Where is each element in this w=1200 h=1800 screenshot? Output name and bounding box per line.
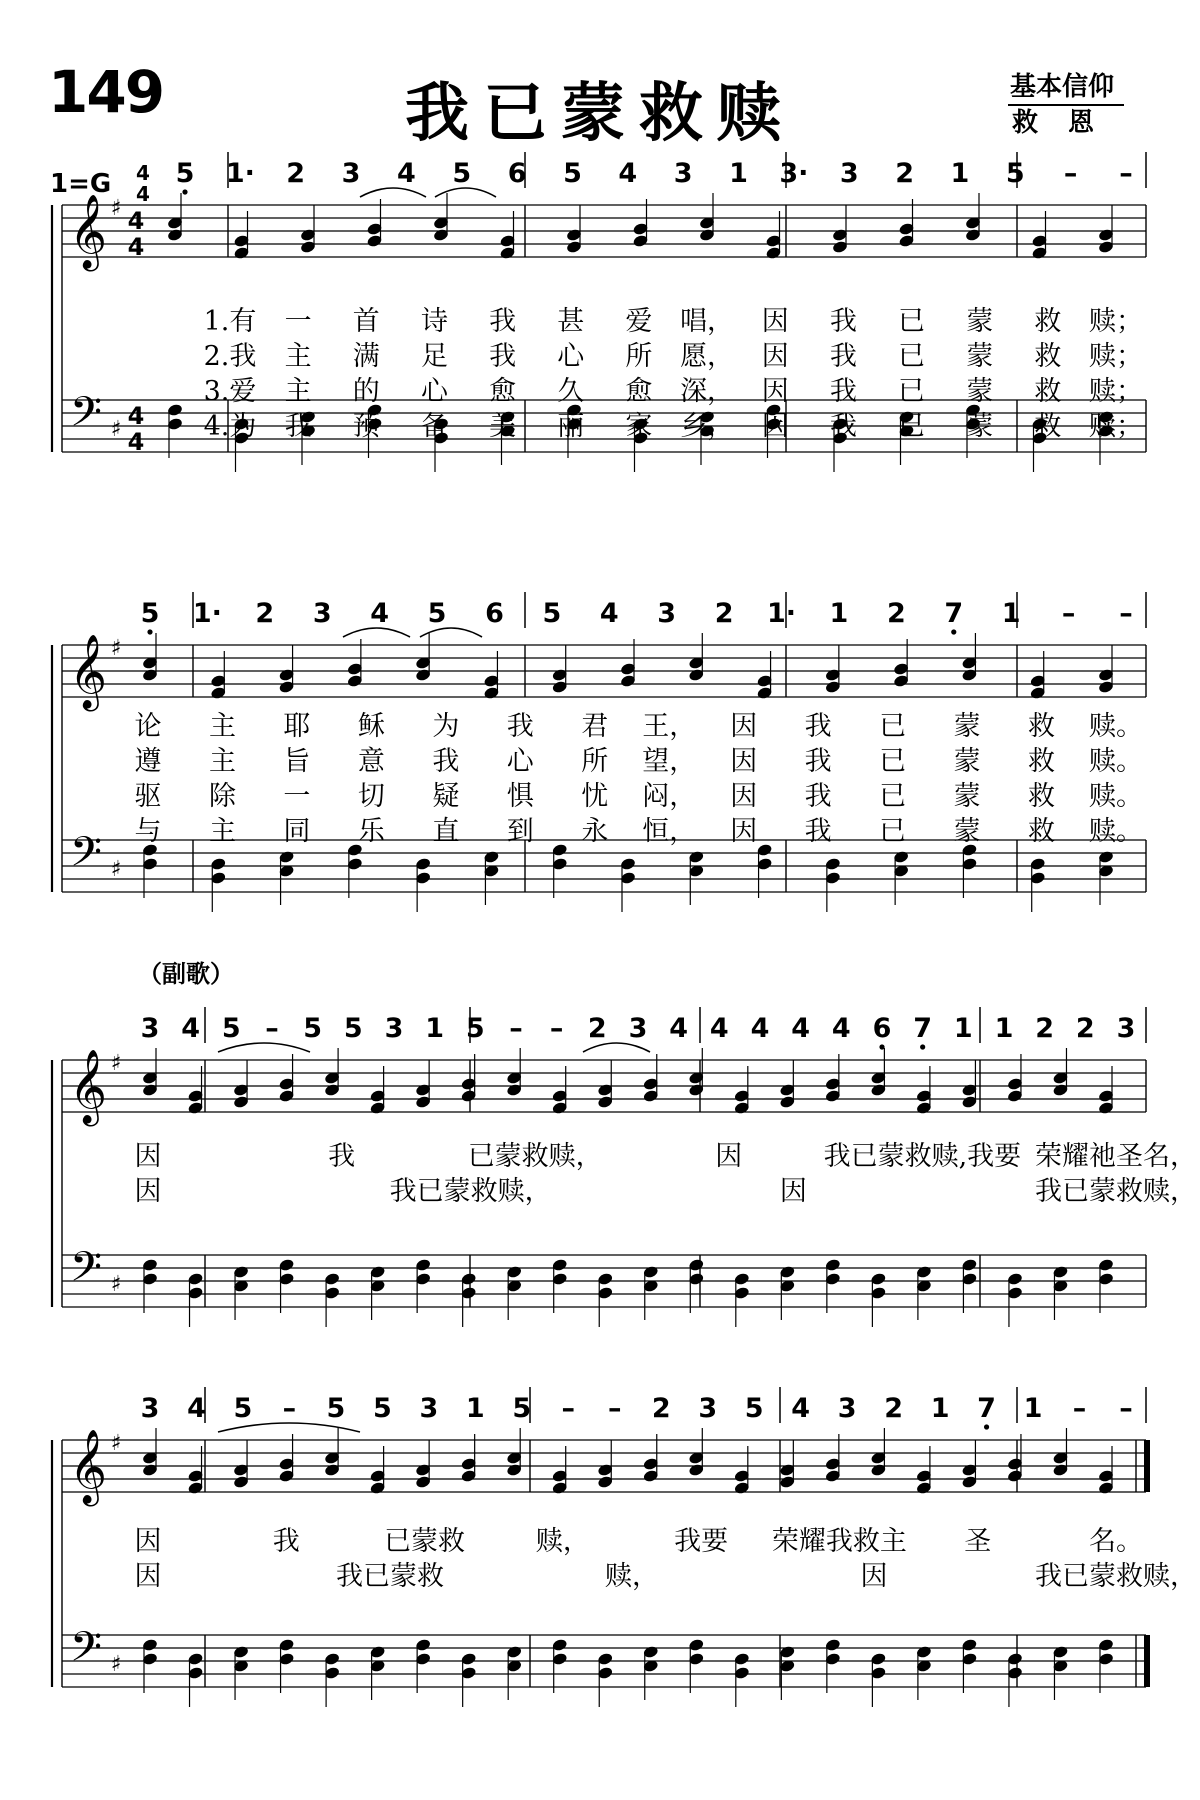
key-sharp-icon: ♯ [110, 857, 122, 882]
jianpu-note: 3 [673, 158, 693, 189]
lyric-syllable: 愈 [625, 376, 653, 407]
lyric-syllable: 忧 [581, 781, 609, 812]
key-sharp-icon: ♯ [110, 1272, 122, 1297]
lyric-syllable: 1.有 [203, 306, 257, 337]
jianpu-note: 1· [767, 598, 797, 629]
lyric-syllable: 直 [432, 816, 460, 847]
jianpu-note: 5 [343, 1013, 363, 1044]
lyric-syllable: 备 [420, 411, 448, 442]
lyric-syllable: 已 [879, 781, 907, 812]
jianpu-note: 5 [372, 1393, 392, 1424]
staff-time-lower: 4 [127, 233, 145, 261]
lyric-syllable: 救 [1028, 711, 1056, 742]
slur [343, 628, 410, 637]
key-sharp-icon: ♯ [110, 1431, 122, 1456]
lyric-syllable: 已 [879, 816, 907, 847]
lyric-syllable: 首 [352, 306, 380, 337]
lyric-syllable: 救 [1028, 781, 1056, 812]
lyric-syllable: 我 [506, 711, 534, 742]
category-sub: 救恩 [1012, 108, 1125, 138]
jianpu-note: 5 [140, 598, 160, 629]
jianpu-note: 3 [140, 1393, 160, 1424]
jianpu-note: 6 [507, 158, 527, 189]
lyric-syllable: 已 [898, 306, 926, 337]
lyric-syllable: 我 [829, 376, 857, 407]
jianpu-note: 4 [397, 158, 416, 189]
lyric-syllable: 因 [730, 816, 758, 847]
chorus-label: （副歌） [138, 959, 234, 988]
lyric-syllable: 救 [1034, 341, 1062, 372]
lyric-syllable: 我 [804, 781, 832, 812]
lyric-syllable: 丽 [557, 411, 585, 442]
treble-clef-icon: 𝄞 [69, 635, 107, 709]
lyric-syllable: 因 [730, 746, 758, 777]
jianpu-note: 2 [1075, 1013, 1095, 1044]
jianpu-note: – [1119, 598, 1133, 629]
slur [583, 1043, 650, 1052]
hymn-number: 149 [48, 58, 164, 126]
jianpu-note: 4 [618, 158, 638, 189]
jianpu-note: 6 [872, 1013, 892, 1044]
lyric-syllable: 因 [134, 1141, 162, 1172]
lyric-syllable: 我 [804, 816, 832, 847]
jianpu-note: – [608, 1393, 622, 1424]
lyric-syllable: 因 [730, 711, 758, 742]
lyric-syllable: 诗 [420, 306, 448, 337]
lyric-syllable: 已 [879, 711, 907, 742]
lyric-syllable: 意 [357, 746, 385, 777]
slur [218, 1043, 310, 1052]
jianpu-note: 3 [839, 158, 859, 189]
lyric-syllable: 主 [284, 376, 312, 407]
lyric-syllable: 我已蒙救赎， [389, 1176, 552, 1207]
lyric-syllable: 因 [730, 781, 758, 812]
system-3 [52, 1007, 1197, 1327]
system-1 [52, 152, 1146, 472]
lyric-syllable: 救 [1034, 376, 1062, 407]
jianpu-note: 6 [485, 598, 504, 629]
jianpu-note: – [282, 1393, 297, 1424]
lyric-syllable: 我 [829, 306, 857, 337]
lyric-syllable: 的 [352, 376, 380, 407]
jianpu-note: 1· [225, 158, 255, 189]
treble-clef-icon: 𝄞 [69, 1430, 107, 1504]
lyric-syllable: 已蒙救 [384, 1526, 466, 1557]
jianpu-note: 3 [312, 598, 332, 629]
lyric-syllable: 赎， [535, 1526, 590, 1557]
final-barline [1144, 1440, 1150, 1492]
lyric-syllable: 救 [1034, 306, 1062, 337]
lyric-syllable: 我已蒙救 [336, 1561, 444, 1592]
jianpu-note: 3 [657, 598, 677, 629]
lyric-syllable: 美 [489, 411, 517, 442]
lyric-syllable: 所 [581, 746, 609, 777]
jianpu-note: 5 [221, 1013, 241, 1044]
jianpu-note: 4 [791, 1013, 811, 1044]
lyric-syllable: 救 [1028, 746, 1056, 777]
key-sharp-icon: ♯ [110, 417, 122, 442]
jianpu-note: 1 [953, 1013, 973, 1044]
jianpu-note: 3· [779, 158, 809, 189]
jianpu-note: 2 [255, 598, 275, 629]
time-sig-lower: 4 [136, 182, 150, 206]
staff-time-upper: 4 [127, 402, 145, 430]
lyric-syllable: 同 [283, 816, 311, 847]
lyric-syllable: 因 [761, 341, 789, 372]
lyric-syllable: 我 [489, 306, 517, 337]
jianpu-lower-dot [951, 629, 956, 634]
treble-clef-icon: 𝄞 [69, 1050, 107, 1124]
lyric-syllable: 救 [1028, 816, 1056, 847]
jianpu-lower-dot [147, 629, 152, 634]
lyric-syllable: 赎； [1089, 341, 1143, 372]
bass-clef-icon: 𝄢 [69, 1243, 103, 1301]
lyric-syllable: 已 [898, 376, 926, 407]
key-sharp-icon: ♯ [110, 1652, 122, 1677]
jianpu-note: – [549, 1013, 564, 1044]
key-signature-label: 1=G [50, 169, 112, 199]
lyric-syllable: 因 [134, 1176, 162, 1207]
lyric-syllable: 主 [208, 711, 236, 742]
jianpu-lower-dot [182, 189, 187, 194]
jianpu-note: 5 [1005, 158, 1025, 189]
lyric-syllable: 闷， [642, 781, 697, 812]
jianpu-lower-dot [920, 1044, 925, 1049]
lyric-syllable: 为 [432, 711, 460, 742]
lyric-syllable: 我要 [674, 1526, 729, 1557]
lyric-syllable: 赎。 [1089, 816, 1143, 847]
jianpu-note: 4 [709, 1013, 729, 1044]
jianpu-note: 2 [714, 598, 734, 629]
lyric-syllable: 乡， [680, 411, 735, 442]
bass-clef-icon: 𝄢 [69, 828, 103, 886]
lyric-syllable: 主 [208, 746, 236, 777]
lyric-syllable: 主 [208, 816, 236, 847]
jianpu-note: 4 [831, 1013, 851, 1044]
jianpu-note: 3 [341, 158, 361, 189]
jianpu-note: – [1119, 158, 1133, 189]
lyric-syllable: 蒙 [966, 341, 994, 372]
jianpu-note: – [1063, 158, 1078, 189]
lyric-syllable: 愈 [489, 376, 517, 407]
lyric-syllable: 已 [898, 411, 926, 442]
jianpu-note: 1 [425, 1013, 445, 1044]
lyric-syllable: 我 [829, 341, 857, 372]
lyric-syllable: 心 [557, 341, 585, 372]
jianpu-note: – [561, 1393, 576, 1424]
jianpu-note: 1· [192, 598, 222, 629]
lyric-syllable: 我 [432, 746, 460, 777]
treble-clef-icon: 𝄞 [69, 195, 107, 269]
jianpu-note: 1 [465, 1393, 485, 1424]
lyric-syllable: 因 [134, 1526, 162, 1557]
lyric-syllable: 蒙 [953, 746, 981, 777]
jianpu-note: 5 [233, 1393, 253, 1424]
jianpu-note: 5 [512, 1393, 532, 1424]
lyric-syllable: 已 [879, 746, 907, 777]
lyric-syllable: 足 [420, 341, 448, 372]
lyric-syllable: 蒙 [953, 781, 981, 812]
lyric-syllable: 赎； [1089, 376, 1143, 407]
staff-time-upper: 4 [127, 207, 145, 235]
lyric-syllable: 荣耀祂圣名， [1035, 1141, 1197, 1172]
key-sharp-icon: ♯ [110, 1051, 122, 1076]
lyric-syllable: 遵 [134, 746, 162, 777]
lyric-syllable: 我已蒙救赎,我要 [823, 1141, 1022, 1172]
bass-clef-icon: 𝄢 [69, 388, 103, 446]
jianpu-note: 1 [1023, 1393, 1043, 1424]
lyric-syllable: 因 [761, 306, 789, 337]
jianpu-note: 4 [750, 1013, 770, 1044]
lyric-syllable: 深， [680, 376, 735, 407]
jianpu-note: 5 [452, 158, 472, 189]
lyric-syllable: 荣耀我救主 [771, 1526, 907, 1557]
lyric-syllable: 因 [134, 1561, 162, 1592]
lyric-syllable: 耶 [283, 711, 311, 742]
lyric-syllable: 蒙 [953, 816, 981, 847]
lyric-syllable: 因 [715, 1141, 743, 1172]
jianpu-note: 4 [791, 1393, 811, 1424]
lyric-syllable: 4.为 [203, 411, 257, 442]
jianpu-note: 4 [370, 598, 390, 629]
lyric-syllable: 心 [506, 746, 534, 777]
lyric-syllable: 赎， [605, 1561, 659, 1592]
lyric-syllable: 我已蒙救赎， [1035, 1561, 1197, 1592]
lyric-syllable: 蒙 [966, 411, 994, 442]
category-main: 基本信仰 [1008, 70, 1124, 106]
staff-time-lower: 4 [127, 428, 145, 456]
lyric-syllable: 旨 [283, 746, 311, 777]
jianpu-note: 5 [542, 598, 562, 629]
lyric-syllable: 预 [352, 411, 380, 442]
slur [218, 1423, 360, 1432]
jianpu-note: 2 [651, 1393, 671, 1424]
jianpu-note: 7 [977, 1393, 996, 1424]
lyric-syllable: 心 [420, 376, 448, 407]
lyric-syllable: 爱 [625, 306, 653, 337]
jianpu-note: 4 [669, 1013, 689, 1044]
lyric-syllable: 永 [581, 816, 609, 847]
jianpu-note: 1 [1001, 598, 1021, 629]
lyric-syllable: 我 [804, 746, 832, 777]
jianpu-note: 4 [187, 1393, 206, 1424]
lyric-syllable: 我 [489, 341, 517, 372]
lyric-syllable: 救 [1034, 411, 1062, 442]
lyric-syllable: 赎。 [1089, 746, 1143, 777]
lyric-syllable: 我 [284, 411, 312, 442]
key-sharp-icon: ♯ [110, 196, 122, 221]
lyric-syllable: 家 [625, 411, 653, 442]
lyric-syllable: 王， [642, 711, 697, 742]
lyric-syllable: 所 [625, 341, 653, 372]
lyric-syllable: 君 [581, 711, 609, 742]
jianpu-note: 1 [729, 158, 748, 189]
system-2 [52, 592, 1146, 912]
lyric-syllable: 与 [134, 816, 162, 847]
jianpu-note: 5 [563, 158, 582, 189]
jianpu-note: 1 [930, 1393, 950, 1424]
jianpu-note: 3 [384, 1013, 404, 1044]
lyric-syllable: 我 [804, 711, 832, 742]
lyric-syllable: 因 [860, 1561, 888, 1592]
jianpu-note: 4 [599, 598, 619, 629]
lyric-syllable: 3.爱 [203, 376, 257, 407]
lyric-syllable: 驱 [134, 781, 162, 812]
jianpu-note: 5 [326, 1393, 346, 1424]
key-sharp-icon: ♯ [110, 636, 122, 661]
jianpu-note: 5 [175, 158, 195, 189]
bass-clef-icon: 𝄢 [69, 1623, 103, 1681]
lyric-syllable: 除 [208, 781, 236, 812]
jianpu-note: 2 [1035, 1013, 1055, 1044]
jianpu-note: – [1119, 1393, 1133, 1424]
lyric-syllable: 惧 [506, 781, 534, 812]
slur [435, 188, 496, 197]
lyric-syllable: 蒙 [966, 376, 994, 407]
jianpu-note: 2 [587, 1013, 607, 1044]
jianpu-note: 3 [698, 1393, 718, 1424]
jianpu-note: 1 [829, 598, 849, 629]
lyric-syllable: 到 [506, 816, 534, 847]
lyric-syllable: 赎。 [1089, 781, 1143, 812]
lyric-syllable: 我已蒙救赎， [1035, 1176, 1197, 1207]
jianpu-note: 5 [427, 598, 447, 629]
lyric-syllable: 已 [898, 341, 926, 372]
lyric-syllable: 疑 [432, 781, 460, 812]
jianpu-note: 5 [303, 1013, 323, 1044]
lyric-syllable: 赎。 [1089, 711, 1143, 742]
jianpu-note: – [1061, 598, 1076, 629]
lyric-syllable: 圣 [964, 1526, 992, 1557]
lyric-syllable: 因 [761, 411, 789, 442]
jianpu-note: 3 [419, 1393, 439, 1424]
slur [360, 188, 426, 197]
lyric-syllable: 恒， [642, 816, 697, 847]
lyric-syllable: 甚 [557, 306, 585, 337]
lyric-syllable: 主 [284, 341, 312, 372]
lyric-syllable: 愿， [680, 341, 735, 372]
lyric-syllable: 我 [829, 411, 857, 442]
jianpu-note: 3 [140, 1013, 160, 1044]
jianpu-note: 7 [913, 1013, 933, 1044]
lyric-syllable: 唱， [680, 306, 735, 337]
jianpu-note: 2 [895, 158, 914, 189]
lyric-syllable: 因 [779, 1176, 807, 1207]
lyric-syllable: 论 [134, 711, 162, 742]
jianpu-note: 2 [884, 1393, 904, 1424]
jianpu-note: 5 [465, 1013, 485, 1044]
jianpu-note: 4 [181, 1013, 201, 1044]
jianpu-note: 3 [1116, 1013, 1136, 1044]
lyric-syllable: 蒙 [953, 711, 981, 742]
lyric-syllable: 望， [642, 746, 697, 777]
lyric-syllable: 满 [352, 341, 380, 372]
jianpu-note: 7 [944, 598, 964, 629]
lyric-syllable: 名。 [1089, 1526, 1143, 1557]
system-4 [52, 1387, 1197, 1707]
lyric-syllable: 2.我 [203, 341, 257, 372]
lyric-syllable: 因 [761, 376, 789, 407]
final-barline [1144, 1635, 1150, 1687]
jianpu-note: 2 [286, 158, 306, 189]
jianpu-note: 1 [950, 158, 970, 189]
jianpu-note: 1 [994, 1013, 1014, 1044]
time-sig-upper: 4 [136, 161, 150, 185]
lyric-syllable: 蒙 [966, 306, 994, 337]
lyric-syllable: 稣 [357, 711, 385, 742]
jianpu-note: 3 [837, 1393, 857, 1424]
jianpu-note: – [265, 1013, 279, 1044]
hymn-title: 我已蒙救赎 [405, 77, 795, 151]
lyric-syllable: 我 [272, 1526, 300, 1557]
lyric-syllable: 我 [328, 1141, 356, 1172]
lyric-syllable: 赎； [1089, 306, 1143, 337]
lyric-syllable: 切 [357, 781, 385, 812]
lyric-syllable: 赎； [1089, 411, 1143, 442]
lyric-syllable: 一 [284, 306, 312, 337]
jianpu-note: – [1072, 1393, 1087, 1424]
jianpu-note: 3 [628, 1013, 648, 1044]
jianpu-lower-dot [984, 1424, 989, 1429]
lyric-syllable: 一 [283, 781, 311, 812]
lyric-syllable: 乐 [357, 816, 385, 847]
jianpu-note: 5 [744, 1393, 764, 1424]
lyric-syllable: 久 [557, 376, 585, 407]
lyric-syllable: 已蒙救赎， [467, 1141, 603, 1172]
jianpu-note: – [509, 1013, 523, 1044]
jianpu-note: 2 [886, 598, 906, 629]
